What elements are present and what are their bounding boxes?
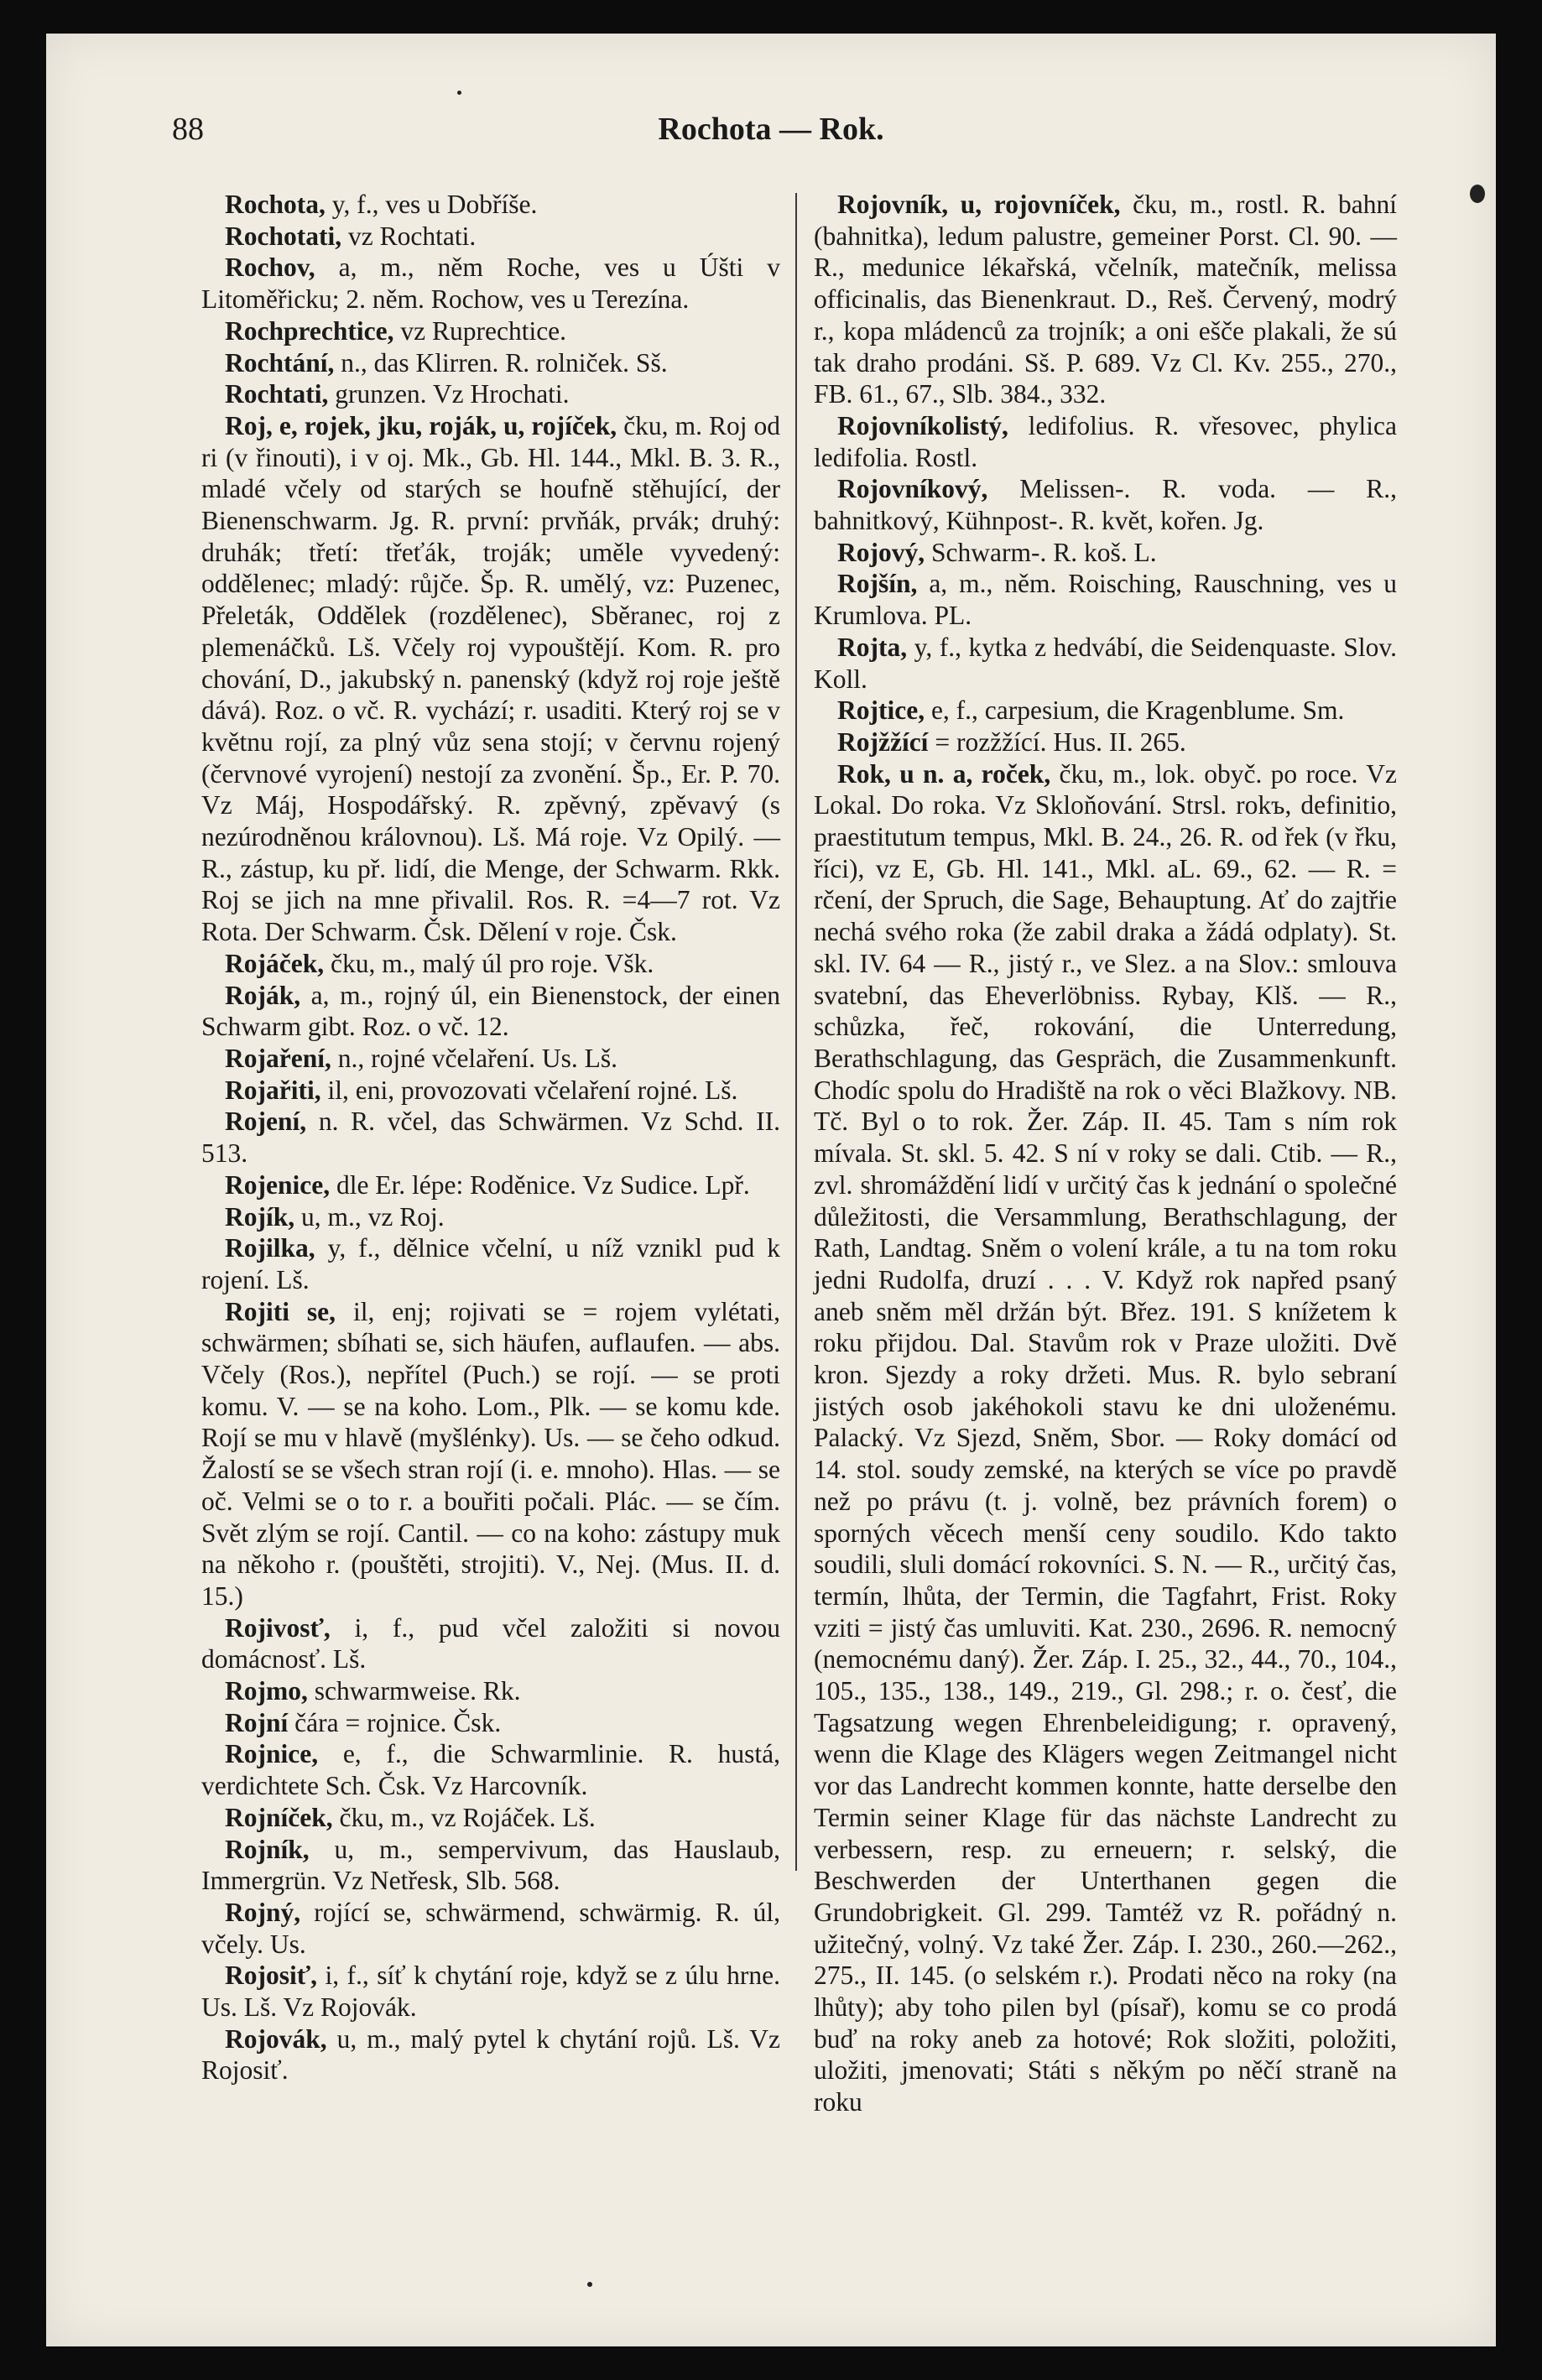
- dictionary-entry: [201, 410, 780, 948]
- entry-definition: il, eni, provozovati včelaření rojné. Lš.: [320, 1075, 738, 1105]
- dictionary-entry: [201, 1897, 780, 1960]
- dictionary-entry: [201, 378, 780, 410]
- dictionary-entry: [201, 2023, 780, 2086]
- dictionary-entry: [201, 1201, 780, 1233]
- entry-definition: u, m., malý pytel k chytání rojů. Lš. Vz Rojosiť.: [201, 2023, 780, 2086]
- column-divider: [795, 193, 797, 1871]
- entry-headword: Roják,: [225, 980, 301, 1010]
- dictionary-entry: [201, 347, 780, 379]
- ink-speck: [587, 2282, 592, 2287]
- entry-definition: i, f., síť k chytání roje, když se z úlu hrne. Us. Lš. Vz Rojovák.: [201, 1961, 780, 2023]
- dictionary-entry: [201, 948, 780, 980]
- dictionary-entry: [814, 726, 1397, 758]
- entry-definition: e, f., carpesium, die Kragenblume. Sm.: [925, 695, 1345, 726]
- page-number: 88: [172, 112, 204, 147]
- entry-definition: a, m., něm Roche, ves u Úšti v Litoměřicku; 2. něm. Rochow, ves u Terezína.: [201, 253, 780, 315]
- entry-definition: n., rojné včelaření. Us. Lš.: [331, 1043, 618, 1073]
- dictionary-entry: [201, 1232, 780, 1295]
- entry-definition: čára = rojnice. Čsk.: [288, 1707, 502, 1737]
- entry-headword: Rojík,: [225, 1201, 295, 1232]
- ink-speck: [457, 91, 461, 95]
- entry-headword: Rojový,: [837, 537, 925, 567]
- entry-definition: čku, m. Roj od ri (v řinouti), i v oj. Mk., Gb. Hl. 144., Mkl. B. 3. R., mladé včely od starých se houfně stěhující, der Bienenschwarm. Jg. R. první: prvňák, prvák; druhý: druhák; třetí: třeťák, troják; uměle vyvedený: oddělenec; mladý: růjče. Šp. R. umělý, vz: Puzenec, Přeleták, Oddělek (rozdělenec), Sběranec, roj z plemenáčků. Lš. Včely roj vypouštějí. Kom. R. pro chování, D., jakubský n. panenský (když roj roje ještě dává). Roz. o vč. R. vychází; r. usaditi. Který roj se v květnu rojí, za plný vůz sena stojí; v červnu rojený (červnové vyrojení) nestojí za zvonění. Šp., Er. P. 70. Vz Máj, Hospodářský. R. zpěvný, zpěvavý (s nezúrodněnou královnou). Lš. Má roje. Vz Opilý. — R., zástup, ku př. lidí, die Menge, der Schwarm. Rkk. Roj se jich na mne přivalil. Ros. R. =4—7 rot. Vz Rota. Der Schwarm. Čsk. Dělení v roje. Čsk.: [201, 410, 780, 947]
- entry-definition: y, f., kytka z hedvábí, die Seidenquaste. Slov. Koll.: [814, 632, 1397, 694]
- entry-headword: Rojovníkolistý,: [837, 410, 1008, 440]
- entry-definition: vz Ruprechtice.: [393, 315, 567, 346]
- dictionary-entry: [201, 1802, 780, 1834]
- entry-definition: Schwarm-. R. koš. L.: [925, 537, 1157, 567]
- left-column: [201, 189, 780, 2086]
- entry-headword: Rochota,: [225, 190, 326, 219]
- entry-definition: y, f., ves u Dobříše.: [325, 190, 538, 219]
- entry-definition: čku, m., lok. obyč. po roce. Vz Lokal. Do roka. Vz Skloňování. Strsl. rokъ, definitio, praestitutum tempus, Mkl. B. 24., 26. R. od řek (v řku, říci), vz E, Gb. Hl. 141., Mkl. aL. 69., 62. — R. = rčení, der Spruch, die Sage, Behauptung. Ať do zajtřie nechá svého roka (že zabil draka a žádá odplaty). St. skl. IV. 64 — R., jistý r., ve Slez. a na Slov.: smlouva svatební, das Eheverlöbniss. Rybay, Klš. — R., schůzka, řeč, rokování, die Unterredung, Berathschlagung, das Gespräch, die Zusammenkunft. Chodíc spolu do Hradiště na rok o věci Blažkovy. NB. Tč. Byl o to rok. Žer. Záp. II. 45. Tam s ním rok mívala. St. skl. 5. 42. S ní v roky se dali. Ctib. — R., zvl. shromáždění lidí v určitý čas k jednání o společné důležitosti, die Versammlung, Berathschlagung, der Rath, Landtag. Sněm o volení krále, a tu na tom roku jedni Rudolfa, druzí . . . V. Když rok napřed psaný aneb sněm měl držán být. Břez. 191. S knížetem k roku přijdou. Dal. Stavům rok v Praze uložiti. Dvě kron. Sjezdy a roky držeti. Mus. R. bylo sebraní jistých osob jakéhokoli stavu ke dni uloženému. Palacký. Vz Sjezd, Sněm, Sbor. — Roky domácí od 14. stol. soudy zemské, na kterých se více po pravdě než po právu (t. j. volně, bez právních forem) o sporných věcech menší ceny soudilo. Kdo takto soudili, sluli domácí rokovníci. S. N. — R., určitý čas, termín, lhůta, der Termin, die Tagfahrt, Frist. Roky vziti = jistý čas umluviti. Kat. 230., 2696. R. nemocný (nemocnému daný). Žer. Záp. I. 25., 32., 44., 70., 104., 105., 135., 138., 149., 219., Gl. 298.; r. o. česť, die Tagsatzung wegen Ehrenbeleidigung; r. opravený, wenn die Klage des Klägers wegen Zeitmangel nicht vor das Landrecht kommen konnte, hatte derselbe den Termin seiner Klage für das nächste Landrecht zu verbessern, resp. zu erneuern; r. selský, die Beschwerden der Unterthanen gegen die Grundobrigkeit. Gl. 299. Tamtéž vz R. pořádný n. užitečný, volný. Vz také Žer. Záp. I. 230., 260.—262., 275., II. 145. (o selském r.). Prodati něco na roky (na lhůty); aby toho pilen byl (písař), komu se co prodá buď na roky aneb za hotové; Rok složiti, položiti, uložiti, jmenovati; Státi s někým po něčí straně na roku: [814, 758, 1397, 2117]
- ink-spot: [1470, 185, 1485, 203]
- entry-definition: u, m., sempervivum, das Hauslaub, Immergrün. Vz Netřesk, Slb. 568.: [201, 1834, 780, 1896]
- dictionary-entry: [201, 189, 780, 221]
- entry-definition: = rozžžící. Hus. II. 265.: [928, 726, 1186, 757]
- entry-definition: čku, m., rostl. R. bahní (bahnitka), ledum palustre, gemeiner Porst. Cl. 90. — R., medunice lékařská, včelník, matečník, melissa officinalis, das Bienenkraut. D., Reš. Červený, modrý r., kopa mládenců za trojník; a oni ešče plakali, že sú tak draho prodáni. Sš. P. 689. Vz Cl. Kv. 255., 270., FB. 61., 67., Slb. 384., 332.: [814, 190, 1397, 409]
- dictionary-entry: [201, 315, 780, 347]
- entry-headword: Rojníček,: [225, 1802, 333, 1832]
- entry-headword: Rojovníkový,: [837, 474, 988, 504]
- dictionary-entry: [814, 189, 1397, 410]
- dictionary-entry: [814, 695, 1397, 726]
- entry-headword: Rochtání,: [225, 347, 335, 378]
- entry-headword: Rojník,: [225, 1834, 310, 1864]
- dictionary-entry: [814, 568, 1397, 631]
- entry-headword: Rojný,: [225, 1897, 301, 1927]
- entry-definition: n. R. včel, das Schwärmen. Vz Schd. II. 513.: [201, 1107, 780, 1169]
- dictionary-entry: [201, 1612, 780, 1675]
- dictionary-entry: [201, 1296, 780, 1612]
- entry-definition: schwarmweise. Rk.: [307, 1676, 521, 1706]
- dictionary-entry: [814, 473, 1397, 536]
- entry-headword: Rojosiť,: [225, 1961, 318, 1991]
- entry-headword: Rojilka,: [225, 1233, 315, 1263]
- entry-headword: Rojšín,: [837, 569, 918, 599]
- entry-definition: y, f., dělnice včelní, u níž vznikl pud k rojení. Lš.: [201, 1233, 780, 1294]
- entry-definition: a, m., rojný úl, ein Bienenstock, der einen Schwarm gibt. Roz. o vč. 12.: [201, 980, 780, 1042]
- dictionary-entry: [814, 537, 1397, 569]
- entry-definition: n., das Klirren. R. rolniček. Sš.: [334, 347, 668, 378]
- dictionary-entry: [201, 1075, 780, 1107]
- entry-definition: e, f., die Schwarmlinie. R. hustá, verdichtete Sch. Čsk. Vz Harcovník.: [201, 1739, 780, 1801]
- dictionary-entry: [201, 1834, 780, 1897]
- running-header: [46, 111, 1496, 161]
- dictionary-entry: [201, 1707, 780, 1739]
- entry-definition: il, enj; rojivati se = rojem vylétati, schwärmen; sbíhati se, sich häufen, auflaufen. — abs. Včely (Ros.), nepřítel (Puch.) se rojí. — se proti komu. V. — se na koho. Lom., Plk. — se komu kde. Rojí se mu v hlavě (myšlénky). Us. — se čeho odkud. Žalostí se se všech stran rojí (i. e. mnoho). Hlas. — se oč. Velmi se o to r. a bouřiti počali. Plác. — se čím. Svět zlým se rojí. Cantil. — co na koho: zástupy muk na někoho r. (pouštěti, strojiti). V., Nej. (Mus. II. d. 15.): [201, 1296, 780, 1611]
- entry-definition: u, m., vz Roj.: [294, 1201, 445, 1232]
- entry-definition: dle Er. lépe: Roděnice. Vz Sudice. Lpř.: [330, 1169, 750, 1200]
- dictionary-page: [46, 34, 1496, 2346]
- dictionary-entry: [201, 1960, 780, 2023]
- entry-headword: Rojní: [225, 1707, 289, 1737]
- dictionary-entry: [814, 410, 1397, 473]
- dictionary-entry: [201, 221, 780, 253]
- entry-definition: čku, m., malý úl pro roje. Všk.: [324, 948, 654, 978]
- entry-headword: Rojaření,: [225, 1043, 331, 1073]
- entry-definition: ledifolius. R. vřesovec, phylica ledifolia. Rostl.: [814, 410, 1397, 472]
- header-title: Rochota — Rok.: [658, 112, 884, 147]
- entry-headword: Rojta,: [837, 632, 908, 662]
- entry-headword: Rochotati,: [225, 221, 342, 251]
- dictionary-entry: [814, 758, 1397, 2118]
- entry-headword: Rojnice,: [225, 1739, 319, 1769]
- entry-headword: Rojovník, u, rojovníček,: [837, 190, 1121, 219]
- entry-headword: Rojařiti,: [225, 1075, 321, 1105]
- entry-headword: Rojmo,: [225, 1676, 308, 1706]
- entry-definition: vz Rochtati.: [341, 221, 477, 251]
- dictionary-entry: [201, 252, 780, 315]
- dictionary-entry: [201, 1738, 780, 1801]
- dictionary-entry: [201, 1675, 780, 1707]
- entry-definition: a, m., něm. Roisching, Rauschning, ves u Krumlova. PL.: [814, 569, 1397, 631]
- entry-definition: i, f., pud včel založiti si novou domácnosť. Lš.: [201, 1612, 780, 1674]
- entry-headword: Rojenice,: [225, 1169, 331, 1200]
- dictionary-entry: [201, 1043, 780, 1075]
- entry-headword: Rochtati,: [225, 379, 329, 409]
- entry-headword: Rojáček,: [225, 948, 325, 978]
- entry-headword: Rojení,: [225, 1107, 307, 1137]
- right-column: [814, 189, 1397, 2118]
- entry-headword: Rochprechtice,: [225, 315, 394, 346]
- entry-headword: Rochov,: [225, 253, 315, 283]
- dictionary-entry: [201, 1106, 780, 1169]
- entry-headword: Rojivosť,: [225, 1612, 331, 1643]
- entry-headword: Rojovák,: [225, 2023, 327, 2054]
- entry-headword: Roj, e, rojek, jku, roják, u, rojíček,: [225, 410, 617, 440]
- entry-headword: Rojiti se,: [225, 1296, 336, 1326]
- entry-definition: rojící se, schwärmend, schwärmig. R. úl, včely. Us.: [201, 1897, 780, 1959]
- entry-definition: čku, m., vz Rojáček. Lš.: [332, 1802, 596, 1832]
- entry-definition: grunzen. Vz Hrochati.: [328, 379, 570, 409]
- entry-definition: Melissen-. R. voda. — R., bahnitkový, Kühnpost-. R. květ, kořen. Jg.: [814, 474, 1397, 536]
- entry-headword: Rok, u n. a, roček,: [837, 758, 1051, 789]
- entry-headword: Rojtice,: [837, 695, 925, 726]
- dictionary-entry: [201, 1169, 780, 1201]
- entry-headword: Rojžžící: [837, 726, 929, 757]
- dictionary-entry: [201, 980, 780, 1043]
- dictionary-entry: [814, 632, 1397, 695]
